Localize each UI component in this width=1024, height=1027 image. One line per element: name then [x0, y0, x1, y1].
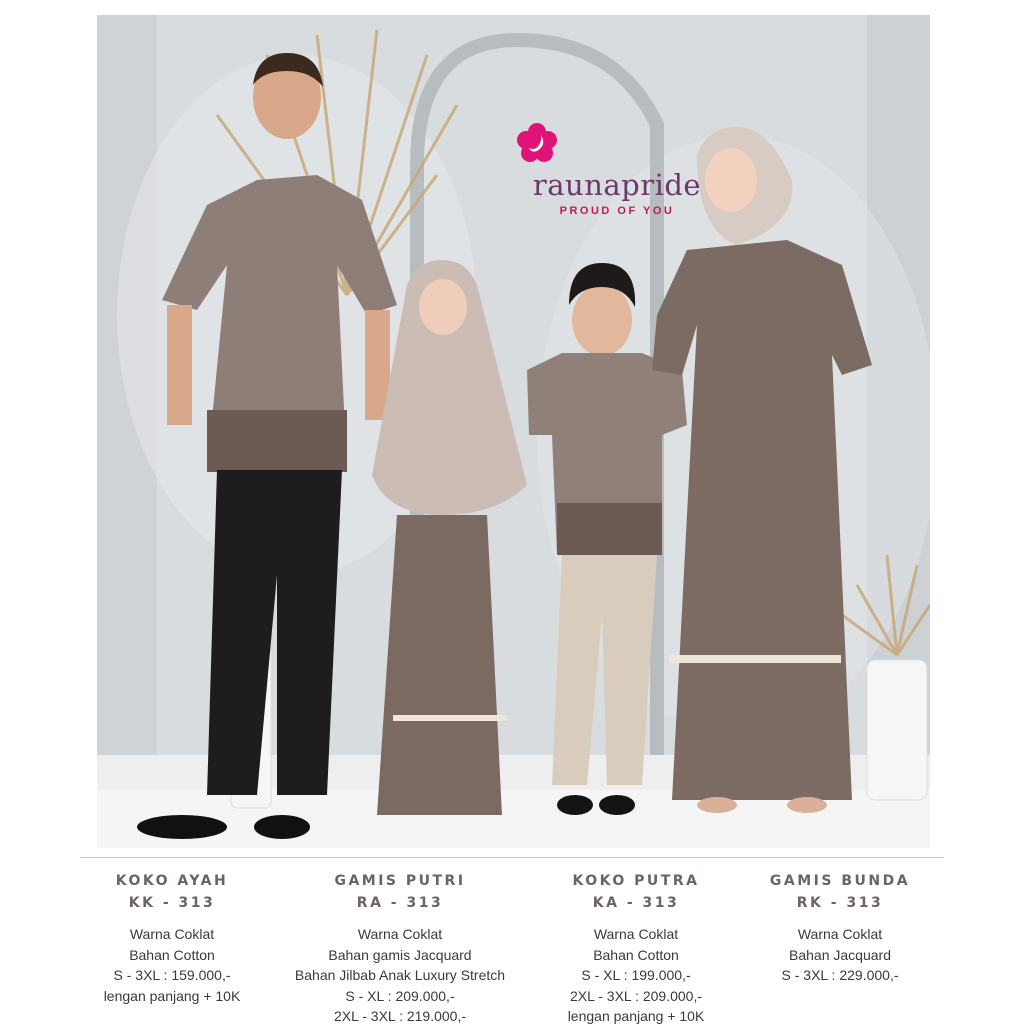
- detail-line: Warna Coklat: [357, 926, 443, 942]
- detail-line: Warna Coklat: [129, 926, 215, 942]
- product-code: RK - 313: [796, 895, 884, 911]
- flower-crescent-icon: [597, 123, 637, 163]
- product-name: KOKO PUTRA: [572, 873, 700, 889]
- product-gamis-putri: [278, 870, 522, 1027]
- product-details: [80, 924, 264, 1006]
- product-photo: [97, 15, 930, 848]
- product-code: RA - 313: [356, 895, 444, 911]
- divider: [80, 857, 944, 858]
- product-name: KOKO AYAH: [115, 873, 229, 889]
- detail-line: 2XL - 3XL : 209.000,-: [569, 987, 703, 1004]
- detail-line: lengan panjang + 10K: [103, 987, 241, 1004]
- detail-line: S - 3XL : 159.000,-: [113, 967, 231, 983]
- brand-tagline: PROUD OF YOU: [559, 205, 675, 217]
- detail-line: Bahan Cotton: [593, 946, 679, 963]
- product-details: [548, 924, 724, 1027]
- product-name: GAMIS PUTRI: [334, 873, 466, 889]
- brand-name: raunapride: [532, 168, 702, 202]
- detail-line: S - XL : 199.000,-: [581, 967, 691, 983]
- detail-line: 2XL - 3XL : 219.000,-: [333, 1008, 467, 1024]
- detail-line: S - 3XL : 229.000,-: [781, 967, 899, 983]
- product-gamis-bunda: [752, 870, 928, 986]
- detail-line: Warna Coklat: [593, 926, 679, 942]
- brand-logo: [517, 123, 717, 217]
- product-code: KK - 313: [128, 895, 216, 911]
- product-koko-ayah: [80, 870, 264, 1006]
- detail-line: Bahan gamis Jacquard: [328, 946, 472, 963]
- product-koko-putra: [548, 870, 724, 1027]
- family-photo-illustration: [97, 15, 930, 848]
- product-details: [752, 924, 928, 986]
- detail-line: Warna Coklat: [797, 926, 883, 942]
- detail-line: Bahan Jacquard: [789, 946, 891, 963]
- detail-line: S - XL : 209.000,-: [345, 987, 455, 1004]
- detail-line: Bahan Cotton: [129, 946, 215, 963]
- detail-line: lengan panjang + 10K: [567, 1008, 705, 1024]
- product-code: KA - 313: [592, 895, 680, 911]
- product-details: [278, 924, 522, 1027]
- product-name: GAMIS BUNDA: [769, 873, 911, 889]
- detail-line: Bahan Jilbab Anak Luxury Stretch: [294, 967, 506, 983]
